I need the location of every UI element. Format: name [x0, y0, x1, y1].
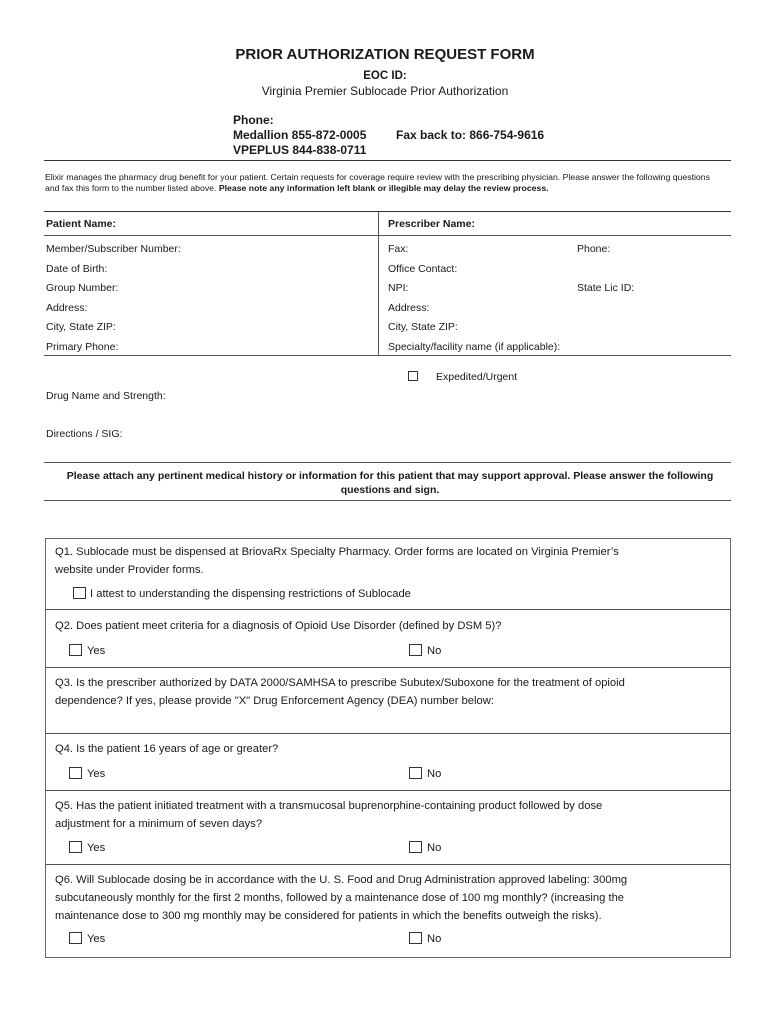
state-lic-field[interactable]: State Lic ID:	[577, 282, 635, 294]
divider	[45, 733, 731, 734]
intro-text	[45, 172, 725, 194]
prescriber-address-field[interactable]: Address:	[388, 302, 430, 314]
phone-label: Phone:	[233, 113, 274, 127]
divider	[45, 609, 731, 610]
divider	[45, 790, 731, 791]
phone-medallion: Medallion 855-872-0005	[233, 128, 367, 142]
divider	[44, 355, 731, 356]
q5-text-line2: adjustment for a minimum of seven days?	[55, 818, 263, 830]
prescriber-city-field[interactable]: City, State ZIP:	[388, 321, 458, 333]
divider	[44, 500, 731, 501]
office-contact-field[interactable]: Office Contact:	[388, 263, 458, 275]
divider	[44, 160, 731, 161]
eoc-id-label: EOC ID:	[363, 70, 407, 82]
q2-text: Q2. Does patient meet criteria for a diagnosis of Opioid Use Disorder (defined by DSM 5)?	[55, 620, 502, 632]
q5-no-label: No	[427, 842, 442, 854]
q1-text-line2: website under Provider forms.	[55, 564, 204, 576]
expedited-label: Expedited/Urgent	[436, 371, 518, 383]
q2-yes-label: Yes	[87, 645, 106, 657]
q2-yes-checkbox[interactable]	[69, 644, 82, 656]
q6-text-line2: subcutaneously monthly for the first 2 months, followed by a maintenance dose of 100 mg monthly? (increasing the	[55, 892, 625, 904]
divider	[44, 462, 731, 463]
divider	[44, 211, 731, 212]
patient-name-label[interactable]: Patient Name:	[46, 218, 117, 230]
q6-yes-label: Yes	[87, 933, 106, 945]
group-number-field[interactable]: Group Number:	[46, 282, 119, 294]
q5-no-checkbox[interactable]	[409, 841, 422, 853]
specialty-field[interactable]: Specialty/facility name (if applicable):	[388, 341, 561, 353]
divider	[44, 235, 731, 236]
q5-yes-checkbox[interactable]	[69, 841, 82, 853]
q2-no-checkbox[interactable]	[409, 644, 422, 656]
q4-no-checkbox[interactable]	[409, 767, 422, 779]
phone-vpeplus: VPEPLUS 844-838-0711	[233, 143, 367, 157]
q6-no-label: No	[427, 933, 442, 945]
q2-no-label: No	[427, 645, 442, 657]
drug-name-field[interactable]: Drug Name and Strength:	[46, 390, 166, 402]
prescriber-phone-field[interactable]: Phone:	[577, 243, 611, 255]
q6-text-line1: Q6. Will Sublocade dosing be in accordance with the U. S. Food and Drug Administration approved labeling: 300mg	[55, 874, 628, 886]
divider	[45, 864, 731, 865]
form-title: PRIOR AUTHORIZATION REQUEST FORM	[235, 46, 535, 63]
directions-field[interactable]: Directions / SIG:	[46, 428, 123, 440]
q4-no-label: No	[427, 768, 442, 780]
prescriber-fax-field[interactable]: Fax:	[388, 243, 409, 255]
column-divider	[378, 212, 379, 355]
npi-field[interactable]: NPI:	[388, 282, 409, 294]
q6-no-checkbox[interactable]	[409, 932, 422, 944]
q4-text: Q4. Is the patient 16 years of age or greater?	[55, 743, 279, 755]
patient-city-field[interactable]: City, State ZIP:	[46, 321, 116, 333]
expedited-checkbox[interactable]	[408, 371, 418, 381]
intro-bold: Please note any information left blank or illegible may delay the review process.	[218, 183, 549, 193]
fax-back-number: Fax back to: 866-754-9616	[396, 128, 545, 142]
q6-text-line3: maintenance dose to 300 mg monthly may be considered for patients in which the benefits outweigh the risks).	[55, 910, 602, 922]
q1-attest-checkbox[interactable]	[73, 587, 86, 599]
member-number-field[interactable]: Member/Subscriber Number:	[46, 243, 181, 255]
divider	[45, 667, 731, 668]
attach-note: Please attach any pertinent medical history or information for this patient that may support approval. Please answer the following questions and sign.	[66, 470, 714, 496]
q5-yes-label: Yes	[87, 842, 106, 854]
date-of-birth-field[interactable]: Date of Birth:	[46, 263, 108, 275]
q4-yes-checkbox[interactable]	[69, 767, 82, 779]
intro-regular: Elixir manages the pharmacy drug benefit for your patient. Certain requests for coverage require review with the prescribing physician. Please answer the following questions and fax this form to the number listed above.	[45, 172, 710, 193]
prescriber-name-label[interactable]: Prescriber Name:	[388, 218, 475, 230]
phone-block	[233, 113, 366, 158]
form-subtitle: Virginia Premier Sublocade Prior Authorization	[261, 84, 509, 98]
q1-attest-label: I attest to understanding the dispensing restrictions of Sublocade	[90, 588, 411, 600]
q6-yes-checkbox[interactable]	[69, 932, 82, 944]
q5-text-line1: Q5. Has the patient initiated treatment with a transmucosal buprenorphine-containing product followed by dose	[55, 800, 603, 812]
q3-text-line2: dependence? If yes, please provide "X" Drug Enforcement Agency (DEA) number below:	[55, 695, 494, 707]
patient-address-field[interactable]: Address:	[46, 302, 88, 314]
q1-text-line1: Q1. Sublocade must be dispensed at BriovaRx Specialty Pharmacy. Order forms are located on Virginia Premier’s	[55, 546, 619, 558]
primary-phone-field[interactable]: Primary Phone:	[46, 341, 119, 353]
q4-yes-label: Yes	[87, 768, 106, 780]
q3-text-line1: Q3. Is the prescriber authorized by DATA 2000/SAMHSA to prescribe Subutex/Suboxone for the treatment of opioid	[55, 677, 625, 689]
